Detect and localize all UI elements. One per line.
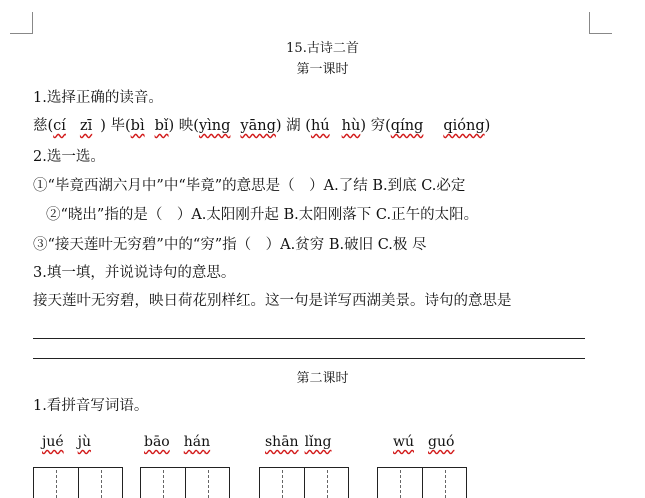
char-ci: 慈: [33, 118, 48, 134]
writing-cell[interactable]: [378, 468, 422, 498]
question-3-heading: 3.填一填，并说说诗句的意思。: [33, 265, 236, 281]
char-bi: 毕: [110, 118, 125, 134]
pinyin-option: hú: [310, 118, 330, 134]
pinyin-option: zī: [79, 118, 93, 134]
pinyin-word-2: bāo hán: [144, 434, 211, 450]
writing-grid-4[interactable]: [377, 467, 467, 498]
writing-cell[interactable]: [34, 468, 78, 498]
writing-grid-2[interactable]: [140, 467, 230, 498]
question-4-heading: 1.看拼音写词语。: [33, 398, 149, 414]
pinyin-word-3: shān lǐng: [265, 434, 332, 450]
pinyin-option: bǐ: [154, 118, 169, 134]
crop-mark-top-left: [32, 12, 33, 34]
pinyin-option: yāng: [240, 118, 276, 134]
pinyin-word-4: wú guó: [393, 434, 455, 450]
writing-cell[interactable]: [304, 468, 348, 498]
crop-mark-top-right: [589, 12, 590, 34]
question-1-heading: 1.选择正确的读音。: [33, 90, 163, 106]
pinyin-option: cí: [53, 118, 66, 134]
lesson-title: 15.古诗二首: [286, 41, 359, 56]
lesson-2-heading: 第二课时: [296, 371, 349, 386]
writing-cell[interactable]: [260, 468, 304, 498]
char-ying: 映: [178, 118, 194, 134]
question-2-heading: 2.选一选。: [33, 149, 105, 165]
question-1-options: 慈(cí zī ) 毕(bì bǐ) 映(yìng yāng) 湖 (hú hù) 穷(qíng qióng): [33, 118, 491, 134]
answer-line[interactable]: [33, 338, 585, 339]
question-2-item-3: ③“接天莲叶无穷碧”中的“穷”指（ ）A.贫穷 B.破旧 C.极 尽: [33, 237, 427, 253]
pinyin-option: hù: [341, 118, 361, 134]
writing-grid-3[interactable]: [259, 467, 349, 498]
question-3-text: 接天莲叶无穷碧，映日荷花别样红。这一句是详写西湖美景。诗句的意思是: [33, 293, 512, 309]
crop-mark-top-left-horizontal: [10, 33, 32, 34]
answer-line[interactable]: [33, 358, 585, 359]
writing-cell[interactable]: [78, 468, 122, 498]
pinyin-option: qíng: [390, 118, 424, 134]
char-qiong: 穷: [370, 118, 386, 134]
writing-cell[interactable]: [141, 468, 185, 498]
char-hu: 湖: [286, 118, 301, 134]
pinyin-option: qióng: [443, 118, 485, 134]
writing-cell[interactable]: [422, 468, 466, 498]
writing-grid-1[interactable]: [33, 467, 123, 498]
question-2-item-1: ①“毕竟西湖六月中”中“毕竟”的意思是（ ）A.了结 B.到底 C.必定: [33, 178, 466, 194]
crop-mark-top-right-horizontal: [590, 33, 612, 34]
lesson-1-heading: 第一课时: [296, 62, 349, 77]
pinyin-option: yìng: [198, 118, 231, 134]
question-2-item-2: ②“晓出”指的是（ ）A.太阳刚升起 B.太阳刚落下 C.正午的太阳。: [46, 207, 479, 223]
writing-cell[interactable]: [185, 468, 229, 498]
pinyin-option: bì: [130, 118, 145, 134]
pinyin-word-1: jué jù: [42, 434, 92, 450]
